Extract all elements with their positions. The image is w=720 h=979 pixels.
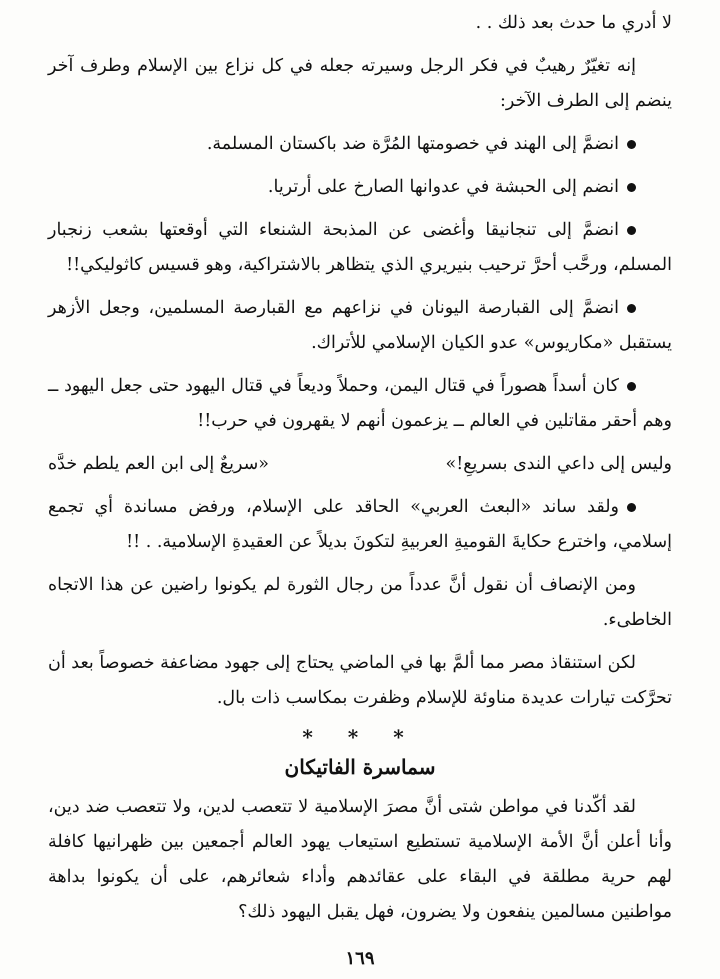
bullet-yemen: كان أسداً هصوراً في قتال اليمن، وحملاً وديعاً في قتال اليهود حتى جعل اليهود ــ وهم أحقر مقاتلين في العالم ــ يزعمون أنهم لا يقهرون في حرب!! [48,376,672,431]
poem-verse [48,447,672,482]
bullet-dot-icon [627,140,636,149]
section-heading: سماسرة الفاتيكان [284,755,436,779]
bullet-tanganyika: انضمَّ إلى تنجانيقا وأغضى عن المذبحة الشنعاء التي أوقعتها بشعب زنجبار المسلم، ورحَّب أحرَّ ترحيب بنيريري الذي يتظاهر بالاشتراكية، وهو قسيس كاثوليكي!! [48,220,672,275]
bullet-abyssinia: انضم إلى الحبشة في عدوانها الصارخ على أرتريا. [48,170,672,205]
bullet-dot-icon [627,503,636,512]
paragraph-rescue: لكن استنقاذ مصر مما ألمَّ بها في الماضي يحتاج إلى جهود مضاعفة خصوصاً بعد أن تحرَّكت تيارات عديدة مناوئة للإسلام وظفرت بمكاسب ذات بال. [47,653,672,708]
paragraph-intro: لا أدري ما حدث بعد ذلك . . [475,13,672,33]
poem-hemistich-second: وليس إلى داعي الندى بسريعِ!» [445,454,672,474]
paragraph-tolerance: لقد أكّدنا في مواطن شتى أنَّ مصرَ الإسلامية لا تتعصب لدين، ولا تتعصب ضد دين، وأنا أعلن أنَّ الأمة الإسلامية تستطيع استيعاب يهود العالم أجمعين بين ظهرانيها كافلة لهم حرية مطلقة في البقاء على عقائدهم وأداء شعائرهم، على أن يكونوا بداهة مواطنين مسالمين ينفعون ولا يضرون، فهل يقبل اليهود ذلك؟ [48,797,672,922]
poem-hemistich-first: «سريعٌ إلى ابن العم يلطم خدَّه [48,454,269,474]
section-separator: * * * [302,725,418,749]
bullet-dot-icon [627,382,636,391]
paragraph-fairness: ومن الإنصاف أن نقول أنَّ عدداً من رجال الثورة لم يكونوا راضين عن هذا الاتجاه الخاطىء. [48,575,672,630]
bullet-cyprus: انضمَّ إلى القبارصة اليونان في نزاعهم مع القبارصة المسلمين، وجعل الأزهر يستقبل «مكاريوس» عدو الكيان الإسلامي للأتراك. [48,298,672,353]
page-number: ١٦٩ [345,948,375,969]
bullet-dot-icon [627,304,636,313]
bullet-dot-icon [627,183,636,192]
bullet-dot-icon [627,226,636,235]
paragraph-change: إنه تغيّرٌ رهيبٌ في فكر الرجل وسيرته جعله في كل نزاع بين الإسلام وطرف آخر ينضم إلى الطرف الآخر: [48,56,672,111]
bullet-india: انضمَّ إلى الهند في خصومتها المُرَّة ضد باكستان المسلمة. [48,127,672,162]
bullet-baath: ولقد ساند «البعث العربي» الحاقد على الإسلام، ورفض مساندة أي تجمع إسلامي، واخترع حكايةَ القوميةِ العربيةِ لتكونَ بديلاً عن العقيدةِ الإسلامية. . !! [48,497,672,552]
